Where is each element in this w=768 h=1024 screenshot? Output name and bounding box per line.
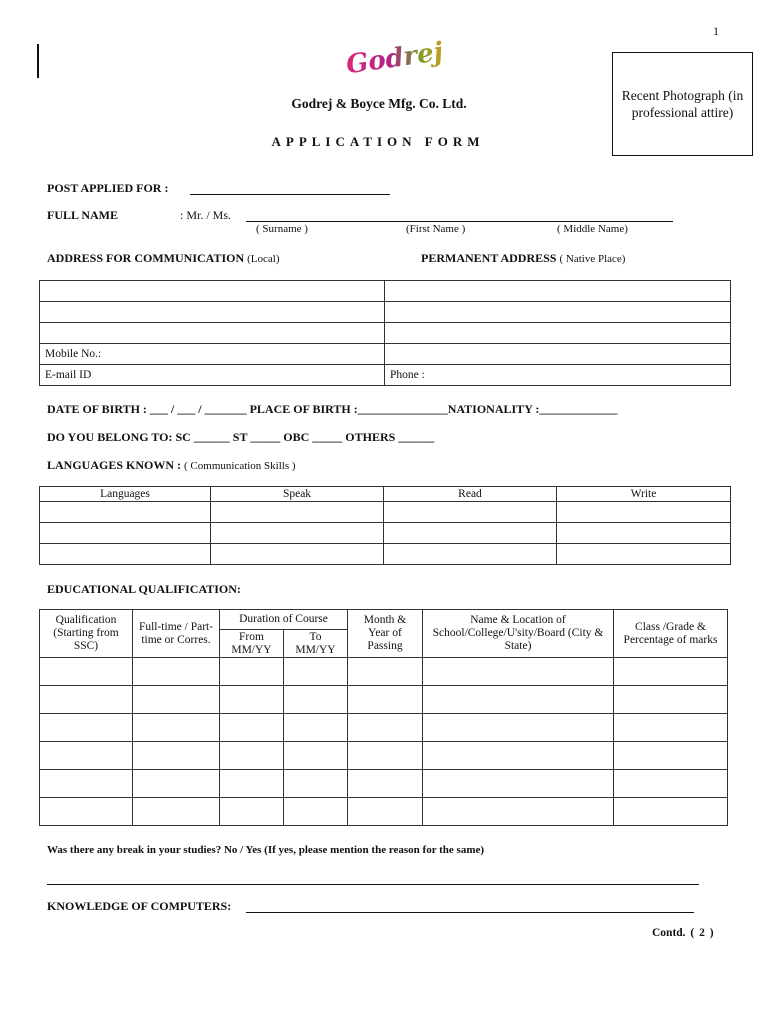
full-name-prefix: : Mr. / Ms. — [180, 208, 232, 222]
edu-cell[interactable] — [423, 686, 614, 714]
local-address-line-3[interactable] — [40, 323, 385, 344]
edu-cell[interactable] — [40, 686, 133, 714]
permanent-address-line-2[interactable] — [385, 302, 731, 323]
edu-cell[interactable] — [40, 798, 133, 826]
edu-cell[interactable] — [220, 714, 284, 742]
language-cell[interactable] — [40, 523, 211, 544]
speak-cell[interactable] — [211, 544, 384, 565]
edu-cell[interactable] — [40, 714, 133, 742]
from-header: From MM/YY — [220, 630, 284, 658]
edu-cell[interactable] — [220, 658, 284, 686]
godrej-logo — [340, 36, 445, 84]
margin-bar — [37, 44, 39, 78]
language-cell[interactable] — [40, 544, 211, 565]
permanent-address-line-1[interactable] — [385, 281, 731, 302]
surname-caption: ( Surname ) — [256, 223, 308, 235]
edu-cell[interactable] — [423, 770, 614, 798]
mode-header: Full-time / Part-time or Corres. — [133, 610, 220, 658]
edu-cell[interactable] — [284, 798, 348, 826]
speak-header: Speak — [211, 487, 384, 502]
languages-header: Languages — [40, 487, 211, 502]
dob-line[interactable]: DATE OF BIRTH : ___ / ___ / _______ PLACE OF BIRTH :_______________NATIONALITY :_____________ — [47, 402, 618, 416]
category-line[interactable]: DO YOU BELONG TO: SC ______ ST _____ OBC _____ OTHERS ______ — [47, 430, 435, 444]
permanent-address-label: PERMANENT ADDRESS ( Native Place) — [421, 251, 626, 265]
edu-cell[interactable] — [220, 686, 284, 714]
post-applied-label: POST APPLIED FOR : — [47, 181, 169, 195]
full-name-label: FULL NAME — [47, 208, 119, 222]
duration-header: Duration of Course — [220, 610, 348, 630]
edu-cell[interactable] — [133, 742, 220, 770]
read-cell[interactable] — [384, 523, 557, 544]
break-question: Was there any break in your studies? No / Yes (If yes, please mention the reason for the same) — [47, 844, 485, 856]
edu-cell[interactable] — [40, 742, 133, 770]
edu-cell[interactable] — [133, 798, 220, 826]
edu-cell[interactable] — [614, 770, 728, 798]
qualification-header: Qualification (Starting from SSC) — [40, 610, 133, 658]
edu-cell[interactable] — [348, 770, 423, 798]
mobile-cell[interactable]: Mobile No.: — [40, 344, 385, 365]
write-header: Write — [557, 487, 731, 502]
phone-cell[interactable]: Phone : — [385, 365, 731, 386]
read-cell[interactable] — [384, 502, 557, 523]
local-address-label: ADDRESS FOR COMMUNICATION (Local) — [47, 251, 280, 265]
month-year-header: Month & Year of Passing — [348, 610, 423, 658]
edu-cell[interactable] — [284, 714, 348, 742]
edu-cell[interactable] — [220, 770, 284, 798]
read-header: Read — [384, 487, 557, 502]
edu-cell[interactable] — [348, 686, 423, 714]
school-header: Name & Location of School/College/U'sity/Board (City & State) — [423, 610, 614, 658]
edu-cell[interactable] — [133, 658, 220, 686]
permanent-address-line-4[interactable] — [385, 344, 731, 365]
page-number: 1 — [713, 24, 719, 38]
permanent-address-note: ( Native Place) — [559, 253, 626, 265]
computers-label: KNOWLEDGE OF COMPUTERS: — [47, 899, 232, 913]
edu-cell[interactable] — [614, 714, 728, 742]
edu-cell[interactable] — [614, 686, 728, 714]
languages-table — [39, 486, 731, 565]
local-address-line-1[interactable] — [40, 281, 385, 302]
edu-cell[interactable] — [348, 798, 423, 826]
languages-label: LANGUAGES KNOWN : ( Communication Skills ) — [47, 458, 296, 472]
edu-cell[interactable] — [220, 742, 284, 770]
middle-name-caption: ( Middle Name) — [557, 223, 628, 235]
address-table — [39, 280, 731, 386]
edu-cell[interactable] — [133, 770, 220, 798]
edu-cell[interactable] — [614, 742, 728, 770]
form-title: APPLICATION FORM — [271, 134, 485, 149]
edu-cell[interactable] — [284, 770, 348, 798]
local-address-line-2[interactable] — [40, 302, 385, 323]
language-cell[interactable] — [40, 502, 211, 523]
write-cell[interactable] — [557, 544, 731, 565]
speak-cell[interactable] — [211, 523, 384, 544]
write-cell[interactable] — [557, 523, 731, 544]
local-address-note: (Local) — [247, 253, 280, 265]
edu-cell[interactable] — [133, 686, 220, 714]
read-cell[interactable] — [384, 544, 557, 565]
full-name-field[interactable] — [246, 221, 673, 222]
write-cell[interactable] — [557, 502, 731, 523]
first-name-caption: (First Name ) — [406, 223, 466, 235]
edu-cell[interactable] — [423, 798, 614, 826]
edu-cell[interactable] — [348, 714, 423, 742]
edu-cell[interactable] — [423, 658, 614, 686]
break-reason-field[interactable] — [47, 884, 699, 885]
computers-field[interactable] — [246, 912, 694, 913]
edu-cell[interactable] — [284, 742, 348, 770]
post-applied-field[interactable] — [190, 194, 390, 195]
education-table — [39, 609, 728, 826]
edu-cell[interactable] — [348, 658, 423, 686]
contd-note: Contd. ( 2 ) — [652, 927, 714, 939]
edu-cell[interactable] — [133, 714, 220, 742]
photo-box: Recent Photograph (in professional attire) — [612, 52, 753, 156]
languages-note: ( Communication Skills ) — [184, 460, 296, 472]
edu-cell[interactable] — [423, 714, 614, 742]
edu-cell[interactable] — [40, 658, 133, 686]
edu-cell[interactable] — [220, 798, 284, 826]
edu-cell[interactable] — [284, 686, 348, 714]
logo-text: Godrej — [344, 37, 445, 81]
grade-header: Class /Grade & Percentage of marks — [614, 610, 728, 658]
edu-cell[interactable] — [614, 798, 728, 826]
edu-cell[interactable] — [348, 742, 423, 770]
company-name: Godrej & Boyce Mfg. Co. Ltd. — [291, 96, 467, 111]
permanent-address-line-3[interactable] — [385, 323, 731, 344]
to-header: To MM/YY — [284, 630, 348, 658]
edu-cell[interactable] — [423, 742, 614, 770]
education-label: EDUCATIONAL QUALIFICATION: — [47, 582, 241, 596]
speak-cell[interactable] — [211, 502, 384, 523]
edu-cell[interactable] — [614, 658, 728, 686]
email-cell[interactable]: E-mail ID — [40, 365, 385, 386]
edu-cell[interactable] — [284, 658, 348, 686]
edu-cell[interactable] — [40, 770, 133, 798]
